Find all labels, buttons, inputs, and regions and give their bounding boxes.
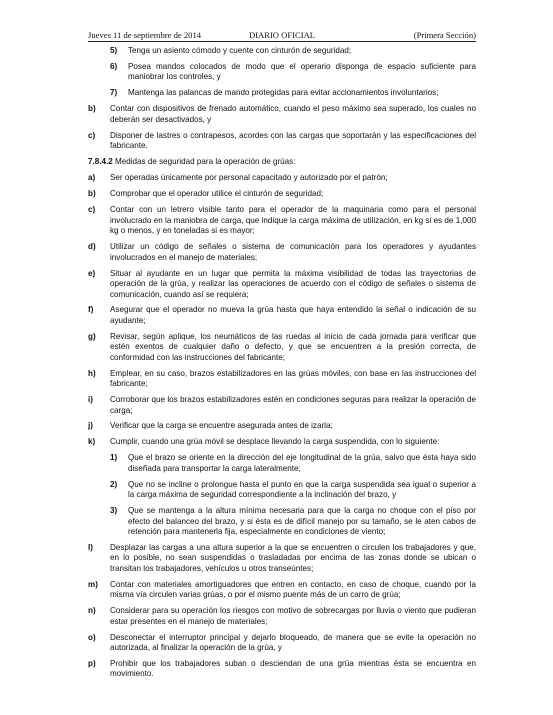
list-item (88, 104, 476, 125)
item-marker: i) (88, 395, 93, 405)
sub-list-item (88, 88, 476, 99)
item-marker: n) (88, 606, 96, 616)
list-item (88, 659, 476, 680)
item-marker: d) (88, 242, 96, 252)
item-marker: j) (88, 421, 93, 431)
item-marker: a) (88, 173, 96, 183)
list-item (88, 305, 476, 326)
item-text: Ser operadas únicamente por personal capacitado y autorizado por el patrón; (110, 173, 388, 183)
list-item (88, 369, 476, 390)
item-marker: 6) (110, 61, 118, 71)
item-text: Utilizar un código de señales o sistema de comunicación para los operadores y ayudantes involucrados en el manejo de materiales; (110, 242, 476, 262)
item-marker: b) (88, 189, 96, 199)
item-text: Verificar que la carga se encuentre asegurada antes de izarla; (110, 421, 333, 431)
header-rule (88, 41, 476, 42)
list-item (88, 269, 476, 301)
item-marker: l) (88, 542, 93, 552)
continued-list (88, 46, 476, 152)
sub-list-item (88, 480, 476, 501)
item-marker: e) (88, 268, 96, 278)
item-marker: m) (88, 579, 98, 589)
item-marker: o) (88, 632, 96, 642)
item-marker: 3) (110, 506, 118, 516)
item-marker: f) (88, 305, 94, 315)
item-marker: b) (88, 104, 96, 114)
item-text: Asegurar que el operador no mueva la grúa hasta que haya entendido la señal o indicación de su ayudante; (110, 305, 476, 325)
item-marker: h) (88, 368, 96, 378)
item-text: Contar con dispositivos de frenado automático, cuando el peso máximo sea superado, los cuales no deberán ser desactivados, y (110, 104, 476, 124)
item-text: Desconectar el interruptor principal y dejarlo bloqueado, de manera que se evite la operación no autorizada, al finalizar la operación de la grúa, y (110, 632, 476, 653)
item-text: Desplazar las cargas a una altura superior a la que se encuentren o circulen los trabajadores y que, en lo posible, no sean suspendidas o trasladadas por encima de las zonas donde se ubican o transitan los trabajadores, vehículos u otros transeúntes; (110, 542, 476, 573)
item-text: Que se mantenga a la altura mínima necesaria para que la carga no choque con el piso por efecto del balanceo del brazo, y si ésta es de difícil manejo por su tamaño, se le aten cabos de retención para mantenerla fija, especialmente en condiciones de viento; (128, 506, 476, 537)
list-item (88, 242, 476, 263)
item-marker: 2) (110, 479, 118, 489)
item-marker: k) (88, 437, 96, 447)
section-title: Medidas de seguridad para la operación de grúas: (115, 156, 296, 166)
item-text: Tenga un asiento cómodo y cuente con cinturón de seguridad; (128, 46, 352, 55)
list-item (88, 437, 476, 448)
header-section: (Primera Sección) (413, 30, 476, 40)
item-text: Situar al ayudante en un lugar que permita la máxima visibilidad de todas las trayectorias de operación de la grúa, y realizar las operaciones de acuerdo con el código de señales o sistema de comunicación, cuando así se requiera; (110, 268, 476, 299)
item-text: Disponer de lastres o contrapesos, acordes con las cargas que soportarán y las especificaciones del fabricante. (110, 130, 476, 151)
list-item (88, 421, 476, 432)
item-text: Comprobar que el operador utilice el cinturón de seguridad; (110, 189, 324, 199)
item-marker: c) (88, 205, 96, 215)
list-item (88, 332, 476, 364)
list-item (88, 189, 476, 200)
item-marker: c) (88, 130, 96, 140)
list-item (88, 131, 476, 152)
item-text: Que el brazo se oriente en la dirección del eje longitudinal de la grúa, salvo que ésta haya sido diseñada para transportar la carga lateralmente; (128, 453, 476, 473)
item-text: Mantenga las palancas de mando protegidas para evitar accionamientos involuntarios; (128, 88, 439, 98)
list-item (88, 633, 476, 654)
section-number: 7.8.4.2 (88, 156, 113, 166)
list-item (88, 543, 476, 575)
sub-list-item (88, 453, 476, 474)
item-text: Contar con un letrero visible tanto para el operador de la maquinaria como para el personal involucrado en la maniobra de carga, que indique la carga máxima de utilización, en kg si es de 1,000 kg o menos, y en toneladas si es mayor; (110, 205, 476, 236)
header-publication: DIARIO OFICIAL (248, 30, 316, 40)
sub-list-item (88, 46, 476, 57)
item-text: Cumplir, cuando una grúa móvil se desplace llevando la carga suspendida, con lo siguiente: (110, 437, 440, 447)
list-item (88, 606, 476, 627)
item-text: Corroborar que los brazos estabilizadores estén en condiciones seguras para realizar la operación de carga; (110, 395, 476, 415)
item-marker: p) (88, 658, 96, 668)
sub-list-item (88, 62, 476, 83)
item-text: Considerar para su operación los riesgos con motivo de sobrecargas por lluvia o viento que pudieran estar presentes en el manejo de materiales; (110, 606, 476, 626)
section-heading (88, 157, 476, 168)
list-item (88, 395, 476, 416)
list-item (88, 205, 476, 237)
requirements-list (88, 173, 476, 680)
item-marker: 5) (110, 46, 118, 55)
item-text: Emplear, en su caso, brazos estabilizadores en las grúas móviles, con base en las instrucciones del fabricante; (110, 368, 476, 389)
sub-list-item (88, 506, 476, 538)
list-item (88, 173, 476, 184)
item-text: Contar con materiales amortiguadores que entren en contacto, en caso de choque, cuando por la misma vía circulen varias grúas, o por el mismo puente más de un carro de grúa; (110, 579, 476, 600)
item-marker: g) (88, 331, 96, 341)
item-marker: 1) (110, 453, 118, 463)
item-text: Que no se incline o prolongue hasta el punto en que la carga suspendida sea igual o superior a la carga máxima de seguridad correspondiente a la inclinación del brazo, y (128, 479, 476, 500)
item-text: Posea mandos colocados de modo que el operario disponga de espacio suficiente para maniobrar los controles, y (128, 61, 476, 82)
item-marker: 7) (110, 88, 118, 98)
item-text: Revisar, según aplique, los neumáticos de las ruedas al inicio de cada jornada para verificar que estén exentos de cualquier daño o defecto, y que se encuentren a la presión correcta, de conformidad con las instrucciones del fabricante; (110, 331, 476, 362)
item-text: Prohibir que los trabajadores suban o desciendan de una grúa mientras ésta se encuentra en movimiento. (110, 658, 476, 679)
document-body (88, 46, 476, 685)
header-date: Jueves 11 de septiembre de 2014 (88, 30, 202, 40)
list-item (88, 580, 476, 601)
